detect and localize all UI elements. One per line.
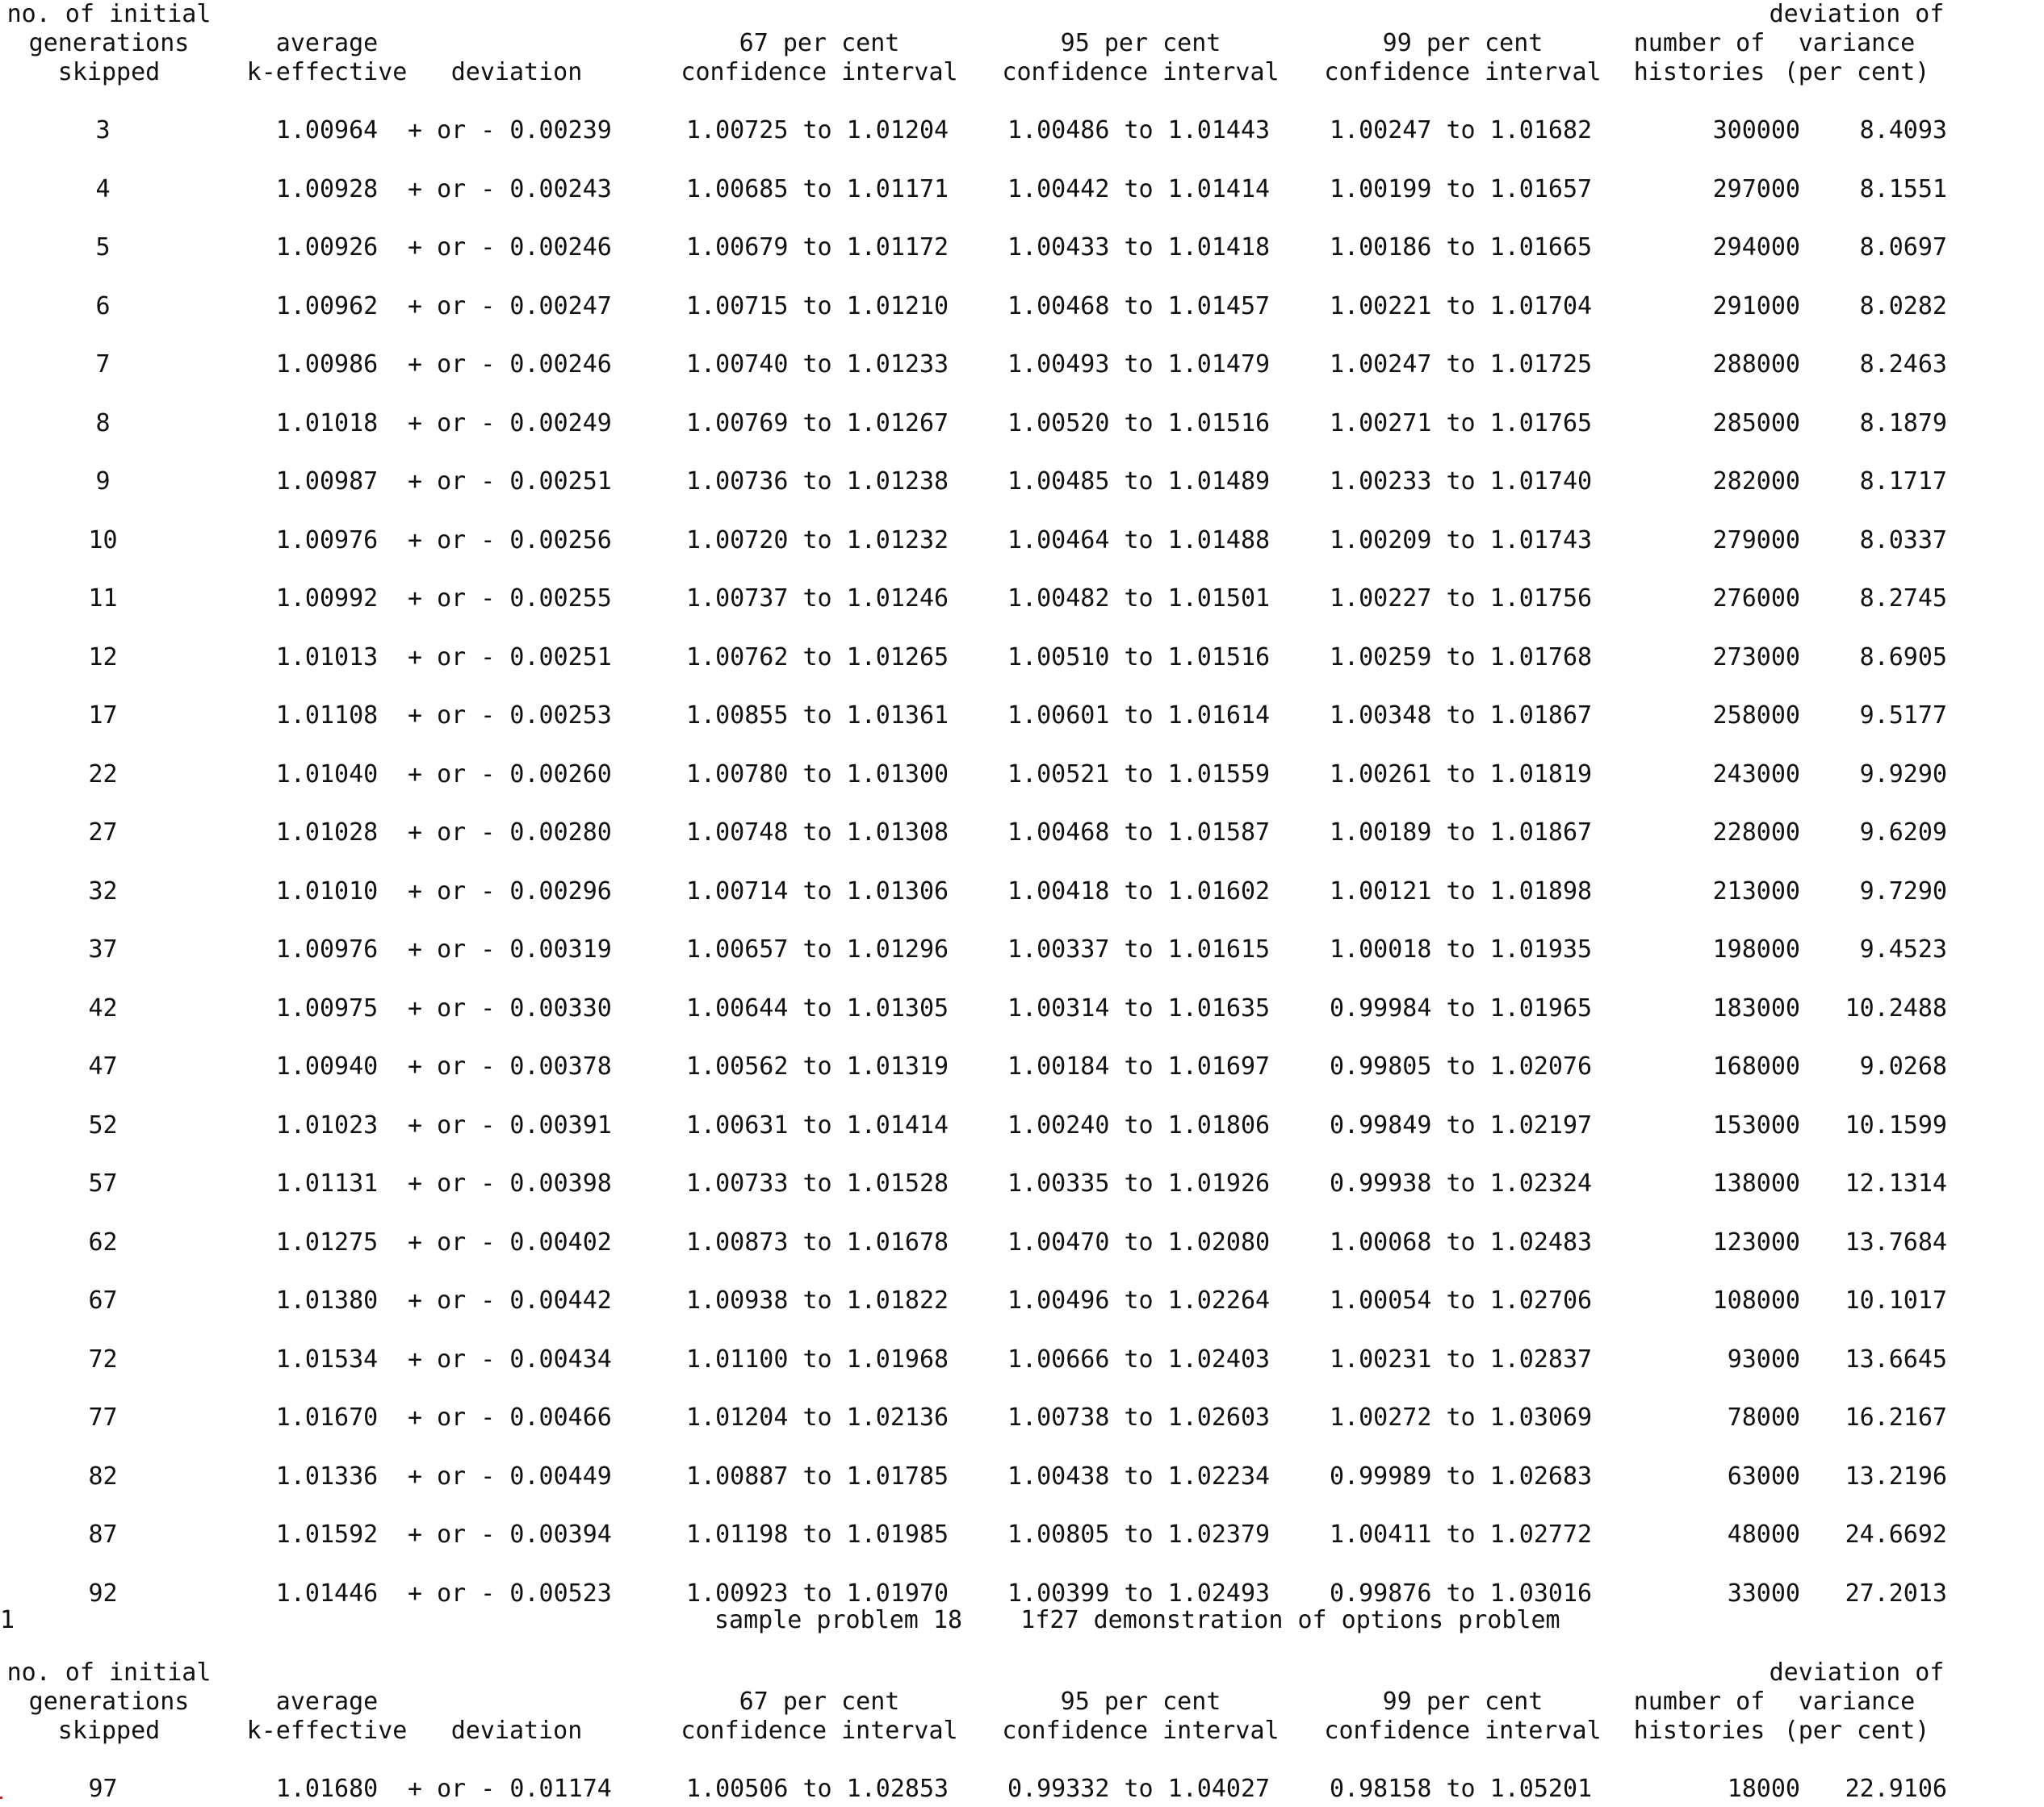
ci95-cell: 1.00184 to 1.01697 xyxy=(1007,1052,1271,1081)
variance-deviation-cell: 9.9290 xyxy=(1859,759,1947,788)
header-var-line2: variance xyxy=(1798,29,1916,57)
ci99-cell: 1.00221 to 1.01704 xyxy=(1330,291,1593,320)
variance-deviation-cell: 9.6209 xyxy=(1859,818,1947,847)
k-effective-cell: 1.00987 xyxy=(275,467,379,496)
histories-cell: 228000 xyxy=(1712,818,1800,847)
generations-skipped-cell: 87 xyxy=(88,1520,118,1549)
deviation-cell: + or - 0.00466 xyxy=(408,1403,612,1432)
ci99-cell: 0.99984 to 1.01965 xyxy=(1330,993,1593,1023)
generations-skipped-cell: 8 xyxy=(95,408,111,437)
ci67-cell: 1.00748 to 1.01308 xyxy=(686,818,949,847)
variance-deviation-cell: 8.1551 xyxy=(1859,174,1947,203)
ci67-cell: 1.00887 to 1.01785 xyxy=(686,1462,949,1491)
header-gen-line1: no. of initial xyxy=(6,0,212,28)
deviation-cell: + or - 0.00394 xyxy=(408,1520,612,1549)
deviation-cell: + or - 0.00246 xyxy=(408,350,612,379)
k-effective-cell: 1.01018 xyxy=(275,408,379,437)
k-effective-cell: 1.01680 xyxy=(275,1775,379,1803)
k-effective-cell: 1.01108 xyxy=(275,701,379,730)
generations-skipped-cell: 7 xyxy=(95,350,111,379)
ci99-cell: 0.99938 to 1.02324 xyxy=(1330,1169,1593,1198)
table-row xyxy=(0,1228,2044,1261)
header-ci99-line1: 99 per cent xyxy=(1382,29,1543,57)
header-ci99-line1: 99 per cent xyxy=(1382,1688,1543,1716)
ci67-cell: 1.00714 to 1.01306 xyxy=(686,876,949,906)
ci67-cell: 1.00938 to 1.01822 xyxy=(686,1286,949,1315)
table-row xyxy=(0,1462,2044,1495)
header-gen-line3: skipped xyxy=(57,1717,161,1745)
generations-skipped-cell: 6 xyxy=(95,291,111,320)
ci95-cell: 1.00442 to 1.01414 xyxy=(1007,174,1271,203)
header-avg-line2: k-effective xyxy=(246,1717,408,1745)
deviation-cell: + or - 0.00434 xyxy=(408,1345,612,1374)
histories-cell: 138000 xyxy=(1712,1169,1800,1198)
table-row xyxy=(0,1169,2044,1202)
histories-cell: 93000 xyxy=(1727,1345,1800,1374)
variance-deviation-cell: 10.2488 xyxy=(1845,993,1947,1023)
ci95-cell: 1.00399 to 1.02493 xyxy=(1007,1579,1271,1608)
table-row xyxy=(0,877,2044,910)
deviation-cell: + or - 0.00251 xyxy=(408,642,612,671)
deviation-cell: + or - 0.00442 xyxy=(408,1286,612,1315)
ci67-cell: 1.01204 to 1.02136 xyxy=(686,1403,949,1432)
ci95-cell: 1.00485 to 1.01489 xyxy=(1007,467,1271,496)
ci95-cell: 1.00520 to 1.01516 xyxy=(1007,408,1271,437)
header-gen-line2: generations xyxy=(28,29,190,57)
histories-cell: 279000 xyxy=(1712,525,1800,554)
variance-deviation-cell: 8.2745 xyxy=(1859,584,1947,613)
deviation-cell: + or - 0.00330 xyxy=(408,993,612,1023)
variance-deviation-cell: 16.2167 xyxy=(1845,1403,1947,1432)
histories-cell: 243000 xyxy=(1712,759,1800,788)
header-var-line3: (per cent) xyxy=(1783,1717,1930,1745)
header-avg-line1: average xyxy=(275,1688,379,1716)
histories-cell: 168000 xyxy=(1712,1052,1800,1081)
k-effective-cell: 1.01131 xyxy=(275,1169,379,1198)
deviation-cell: + or - 0.00243 xyxy=(408,174,612,203)
generations-skipped-cell: 5 xyxy=(95,233,111,261)
deviation-cell: + or - 0.01174 xyxy=(408,1775,612,1803)
histories-cell: 153000 xyxy=(1712,1111,1800,1140)
k-effective-cell: 1.01275 xyxy=(275,1228,379,1257)
variance-deviation-cell: 9.5177 xyxy=(1859,701,1947,730)
k-effective-cell: 1.01534 xyxy=(275,1345,379,1374)
ci67-cell: 1.01100 to 1.01968 xyxy=(686,1345,949,1374)
generations-skipped-cell: 11 xyxy=(88,584,118,613)
header-ci67-line2: confidence interval xyxy=(681,1717,958,1745)
deviation-cell: + or - 0.00402 xyxy=(408,1228,612,1257)
generations-skipped-cell: 92 xyxy=(88,1579,118,1608)
table-row xyxy=(0,1403,2044,1436)
header-hist-line1: number of xyxy=(1633,29,1765,57)
table-row xyxy=(0,1520,2044,1553)
variance-deviation-cell: 12.1314 xyxy=(1845,1169,1947,1198)
histories-cell: 276000 xyxy=(1712,584,1800,613)
ci95-cell: 1.00496 to 1.02264 xyxy=(1007,1286,1271,1315)
table-row xyxy=(0,1775,2044,1807)
header-var-line1: deviation of xyxy=(1769,1659,1945,1687)
generations-skipped-cell: 82 xyxy=(88,1462,118,1491)
deviation-cell: + or - 0.00523 xyxy=(408,1579,612,1608)
header-gen-line1: no. of initial xyxy=(6,1659,212,1687)
header-dev: deviation xyxy=(450,1717,583,1745)
deviation-cell: + or - 0.00253 xyxy=(408,701,612,730)
histories-cell: 273000 xyxy=(1712,642,1800,671)
k-effective-cell: 1.00940 xyxy=(275,1052,379,1081)
generations-skipped-cell: 97 xyxy=(88,1775,118,1803)
ci67-cell: 1.00715 to 1.01210 xyxy=(686,291,949,320)
histories-cell: 33000 xyxy=(1727,1579,1800,1608)
ci95-cell: 1.00337 to 1.01615 xyxy=(1007,935,1271,964)
histories-cell: 294000 xyxy=(1712,233,1800,261)
deviation-cell: + or - 0.00247 xyxy=(408,291,612,320)
header-ci95-line1: 95 per cent xyxy=(1060,29,1221,57)
header-hist-line2: histories xyxy=(1633,58,1765,86)
ci99-cell: 0.98158 to 1.05201 xyxy=(1330,1775,1593,1803)
k-effective-cell: 1.00928 xyxy=(275,174,379,203)
histories-cell: 300000 xyxy=(1712,116,1800,144)
histories-cell: 18000 xyxy=(1727,1775,1800,1803)
ci67-cell: 1.00679 to 1.01172 xyxy=(686,233,949,261)
header-ci99-line2: confidence interval xyxy=(1324,1717,1602,1745)
variance-deviation-cell: 27.2013 xyxy=(1845,1579,1947,1608)
ci95-cell: 1.00240 to 1.01806 xyxy=(1007,1111,1271,1140)
deviation-cell: + or - 0.00246 xyxy=(408,233,612,261)
k-effective-cell: 1.00986 xyxy=(275,350,379,379)
generations-skipped-cell: 9 xyxy=(95,467,111,496)
ci95-cell: 1.00468 to 1.01457 xyxy=(1007,291,1271,320)
ci99-cell: 1.00054 to 1.02706 xyxy=(1330,1286,1593,1315)
header-gen-line2: generations xyxy=(28,1688,190,1716)
variance-deviation-cell: 13.2196 xyxy=(1845,1462,1947,1491)
deviation-cell: + or - 0.00449 xyxy=(408,1462,612,1491)
margin-mark xyxy=(0,1797,2,1799)
table-row xyxy=(0,1052,2044,1085)
generations-skipped-cell: 72 xyxy=(88,1345,118,1374)
ci99-cell: 1.00231 to 1.02837 xyxy=(1330,1345,1593,1374)
histories-cell: 282000 xyxy=(1712,467,1800,496)
ci99-cell: 1.00259 to 1.01768 xyxy=(1330,642,1593,671)
generations-skipped-cell: 67 xyxy=(88,1286,118,1315)
variance-deviation-cell: 9.0268 xyxy=(1859,1052,1947,1081)
table-row xyxy=(0,818,2044,851)
table-row xyxy=(0,175,2044,207)
ci95-cell: 1.00482 to 1.01501 xyxy=(1007,584,1271,613)
ci99-cell: 1.00227 to 1.01756 xyxy=(1330,584,1593,613)
k-effective-cell: 1.01010 xyxy=(275,876,379,906)
problem-title: sample problem 18 1f27 demonstration of options problem xyxy=(714,1606,1560,1634)
ci67-cell: 1.00720 to 1.01232 xyxy=(686,525,949,554)
table-row xyxy=(0,467,2044,500)
ci99-cell: 1.00186 to 1.01665 xyxy=(1330,233,1593,261)
variance-deviation-cell: 8.1879 xyxy=(1859,408,1947,437)
ci99-cell: 1.00247 to 1.01725 xyxy=(1330,350,1593,379)
histories-cell: 297000 xyxy=(1712,174,1800,203)
generations-skipped-cell: 77 xyxy=(88,1403,118,1432)
header-dev: deviation xyxy=(450,58,583,86)
generations-skipped-cell: 62 xyxy=(88,1228,118,1257)
k-effective-cell: 1.00976 xyxy=(275,525,379,554)
table-row xyxy=(0,760,2044,793)
variance-deviation-cell: 13.7684 xyxy=(1845,1228,1947,1257)
ci99-cell: 1.00018 to 1.01935 xyxy=(1330,935,1593,964)
ci95-cell: 1.00468 to 1.01587 xyxy=(1007,818,1271,847)
histories-cell: 123000 xyxy=(1712,1228,1800,1257)
deviation-cell: + or - 0.00391 xyxy=(408,1111,612,1140)
table-row xyxy=(0,1345,2044,1378)
histories-cell: 63000 xyxy=(1727,1462,1800,1491)
header-avg-line1: average xyxy=(275,29,379,57)
deviation-cell: + or - 0.00251 xyxy=(408,467,612,496)
histories-cell: 213000 xyxy=(1712,876,1800,906)
variance-deviation-cell: 9.7290 xyxy=(1859,876,1947,906)
ci67-cell: 1.00685 to 1.01171 xyxy=(686,174,949,203)
ci67-cell: 1.00740 to 1.01233 xyxy=(686,350,949,379)
variance-deviation-cell: 10.1599 xyxy=(1845,1111,1947,1140)
ci95-cell: 1.00335 to 1.01926 xyxy=(1007,1169,1271,1198)
ci67-cell: 1.00506 to 1.02853 xyxy=(686,1775,949,1803)
ci95-cell: 1.00493 to 1.01479 xyxy=(1007,350,1271,379)
table-row xyxy=(0,409,2044,441)
ci67-cell: 1.00762 to 1.01265 xyxy=(686,642,949,671)
generations-skipped-cell: 22 xyxy=(88,759,118,788)
ci95-cell: 1.00314 to 1.01635 xyxy=(1007,993,1271,1023)
generations-skipped-cell: 47 xyxy=(88,1052,118,1081)
k-effective-cell: 1.00962 xyxy=(275,291,379,320)
ci95-cell: 1.00470 to 1.02080 xyxy=(1007,1228,1271,1257)
ci95-cell: 1.00438 to 1.02234 xyxy=(1007,1462,1271,1491)
histories-cell: 48000 xyxy=(1727,1520,1800,1549)
header-ci99-line2: confidence interval xyxy=(1324,58,1602,86)
table-row xyxy=(0,116,2044,148)
histories-cell: 288000 xyxy=(1712,350,1800,379)
variance-deviation-cell: 13.6645 xyxy=(1845,1345,1947,1374)
variance-deviation-cell: 8.1717 xyxy=(1859,467,1947,496)
variance-deviation-cell: 24.6692 xyxy=(1845,1520,1947,1549)
generations-skipped-cell: 42 xyxy=(88,993,118,1023)
ci99-cell: 0.99849 to 1.02197 xyxy=(1330,1111,1593,1140)
variance-deviation-cell: 8.0282 xyxy=(1859,291,1947,320)
ci67-cell: 1.00733 to 1.01528 xyxy=(686,1169,949,1198)
generations-skipped-cell: 37 xyxy=(88,935,118,964)
ci99-cell: 1.00261 to 1.01819 xyxy=(1330,759,1593,788)
ci67-cell: 1.00923 to 1.01970 xyxy=(686,1579,949,1608)
k-effective-cell: 1.01336 xyxy=(275,1462,379,1491)
histories-cell: 198000 xyxy=(1712,935,1800,964)
generations-skipped-cell: 57 xyxy=(88,1169,118,1198)
ci99-cell: 1.00233 to 1.01740 xyxy=(1330,467,1593,496)
deviation-cell: + or - 0.00249 xyxy=(408,408,612,437)
variance-deviation-cell: 8.0337 xyxy=(1859,525,1947,554)
ci95-cell: 1.00486 to 1.01443 xyxy=(1007,116,1271,144)
header-var-line2: variance xyxy=(1798,1688,1916,1716)
k-effective-cell: 1.01592 xyxy=(275,1520,379,1549)
variance-deviation-cell: 22.9106 xyxy=(1845,1775,1947,1803)
ci95-cell: 1.00601 to 1.01614 xyxy=(1007,701,1271,730)
variance-deviation-cell: 10.1017 xyxy=(1845,1286,1947,1315)
ci99-cell: 1.00271 to 1.01765 xyxy=(1330,408,1593,437)
histories-cell: 108000 xyxy=(1712,1286,1800,1315)
header-ci67-line2: confidence interval xyxy=(681,58,958,86)
ci99-cell: 0.99805 to 1.02076 xyxy=(1330,1052,1593,1081)
generations-skipped-cell: 10 xyxy=(88,525,118,554)
table-row xyxy=(0,584,2044,617)
variance-deviation-cell: 8.6905 xyxy=(1859,642,1947,671)
histories-cell: 291000 xyxy=(1712,291,1800,320)
deviation-cell: + or - 0.00255 xyxy=(408,584,612,613)
ci99-cell: 1.00209 to 1.01743 xyxy=(1330,525,1593,554)
k-effective-cell: 1.01040 xyxy=(275,759,379,788)
ci95-cell: 1.00418 to 1.01602 xyxy=(1007,876,1271,906)
histories-cell: 285000 xyxy=(1712,408,1800,437)
deviation-cell: + or - 0.00280 xyxy=(408,818,612,847)
ci67-cell: 1.00780 to 1.01300 xyxy=(686,759,949,788)
k-effective-cell: 1.01670 xyxy=(275,1403,379,1432)
ci95-cell: 1.00805 to 1.02379 xyxy=(1007,1520,1271,1549)
ci99-cell: 1.00348 to 1.01867 xyxy=(1330,701,1593,730)
ci99-cell: 0.99989 to 1.02683 xyxy=(1330,1462,1593,1491)
header-ci67-line1: 67 per cent xyxy=(739,29,900,57)
deviation-cell: + or - 0.00296 xyxy=(408,876,612,906)
page-number: 1 xyxy=(0,1606,15,1634)
table-row xyxy=(0,935,2044,968)
ci67-cell: 1.00736 to 1.01238 xyxy=(686,467,949,496)
generations-skipped-cell: 27 xyxy=(88,818,118,847)
deviation-cell: + or - 0.00256 xyxy=(408,525,612,554)
k-effective-cell: 1.00992 xyxy=(275,584,379,613)
k-effective-cell: 1.01013 xyxy=(275,642,379,671)
deviation-cell: + or - 0.00398 xyxy=(408,1169,612,1198)
header-ci95-line2: confidence interval xyxy=(1002,1717,1280,1745)
generations-skipped-cell: 3 xyxy=(95,116,111,144)
header-var-line3: (per cent) xyxy=(1783,58,1930,86)
ci95-cell: 0.99332 to 1.04027 xyxy=(1007,1775,1271,1803)
generations-skipped-cell: 32 xyxy=(88,876,118,906)
table-row xyxy=(0,292,2044,324)
histories-cell: 183000 xyxy=(1712,993,1800,1023)
ci99-cell: 1.00272 to 1.03069 xyxy=(1330,1403,1593,1432)
ci67-cell: 1.01198 to 1.01985 xyxy=(686,1520,949,1549)
k-effective-cell: 1.01028 xyxy=(275,818,379,847)
k-effective-cell: 1.00975 xyxy=(275,993,379,1023)
ci67-cell: 1.00873 to 1.01678 xyxy=(686,1228,949,1257)
header-ci95-line1: 95 per cent xyxy=(1060,1688,1221,1716)
ci95-cell: 1.00510 to 1.01516 xyxy=(1007,642,1271,671)
ci99-cell: 1.00189 to 1.01867 xyxy=(1330,818,1593,847)
header-var-line1: deviation of xyxy=(1769,0,1945,28)
header-avg-line2: k-effective xyxy=(246,58,408,86)
header-gen-line3: skipped xyxy=(57,58,161,86)
ci99-cell: 1.00411 to 1.02772 xyxy=(1330,1520,1593,1549)
histories-cell: 258000 xyxy=(1712,701,1800,730)
ci99-cell: 0.99876 to 1.03016 xyxy=(1330,1579,1593,1608)
variance-deviation-cell: 8.0697 xyxy=(1859,233,1947,261)
ci99-cell: 1.00199 to 1.01657 xyxy=(1330,174,1593,203)
ci67-cell: 1.00644 to 1.01305 xyxy=(686,993,949,1023)
generations-skipped-cell: 17 xyxy=(88,701,118,730)
k-effective-cell: 1.00926 xyxy=(275,233,379,261)
k-effective-cell: 1.00976 xyxy=(275,935,379,964)
ci67-cell: 1.00631 to 1.01414 xyxy=(686,1111,949,1140)
histories-cell: 78000 xyxy=(1727,1403,1800,1432)
table-row xyxy=(0,994,2044,1027)
table-row xyxy=(0,233,2044,266)
ci99-cell: 1.00121 to 1.01898 xyxy=(1330,876,1593,906)
variance-deviation-cell: 8.2463 xyxy=(1859,350,1947,379)
header-hist-line1: number of xyxy=(1633,1688,1765,1716)
ci67-cell: 1.00657 to 1.01296 xyxy=(686,935,949,964)
generations-skipped-cell: 12 xyxy=(88,642,118,671)
table-row xyxy=(0,1111,2044,1144)
generations-skipped-cell: 4 xyxy=(95,174,111,203)
ci95-cell: 1.00464 to 1.01488 xyxy=(1007,525,1271,554)
table-row xyxy=(0,350,2044,383)
ci67-cell: 1.00855 to 1.01361 xyxy=(686,701,949,730)
table-row xyxy=(0,1286,2044,1319)
header-ci95-line2: confidence interval xyxy=(1002,58,1280,86)
ci95-cell: 1.00666 to 1.02403 xyxy=(1007,1345,1271,1374)
header-hist-line2: histories xyxy=(1633,1717,1765,1745)
ci99-cell: 1.00068 to 1.02483 xyxy=(1330,1228,1593,1257)
ci95-cell: 1.00738 to 1.02603 xyxy=(1007,1403,1271,1432)
ci95-cell: 1.00433 to 1.01418 xyxy=(1007,233,1271,261)
ci99-cell: 1.00247 to 1.01682 xyxy=(1330,116,1593,144)
deviation-cell: + or - 0.00319 xyxy=(408,935,612,964)
ci67-cell: 1.00769 to 1.01267 xyxy=(686,408,949,437)
generations-skipped-cell: 52 xyxy=(88,1111,118,1140)
ci67-cell: 1.00562 to 1.01319 xyxy=(686,1052,949,1081)
deviation-cell: + or - 0.00260 xyxy=(408,759,612,788)
k-effective-cell: 1.01446 xyxy=(275,1579,379,1608)
ci67-cell: 1.00725 to 1.01204 xyxy=(686,116,949,144)
table-row xyxy=(0,526,2044,558)
ci95-cell: 1.00521 to 1.01559 xyxy=(1007,759,1271,788)
variance-deviation-cell: 9.4523 xyxy=(1859,935,1947,964)
k-effective-cell: 1.01380 xyxy=(275,1286,379,1315)
deviation-cell: + or - 0.00239 xyxy=(408,116,612,144)
k-effective-cell: 1.01023 xyxy=(275,1111,379,1140)
header-ci67-line1: 67 per cent xyxy=(739,1688,900,1716)
table-row xyxy=(0,701,2044,734)
variance-deviation-cell: 8.4093 xyxy=(1859,116,1947,144)
k-effective-cell: 1.00964 xyxy=(275,116,379,144)
ci67-cell: 1.00737 to 1.01246 xyxy=(686,584,949,613)
deviation-cell: + or - 0.00378 xyxy=(408,1052,612,1081)
table-row xyxy=(0,643,2044,676)
